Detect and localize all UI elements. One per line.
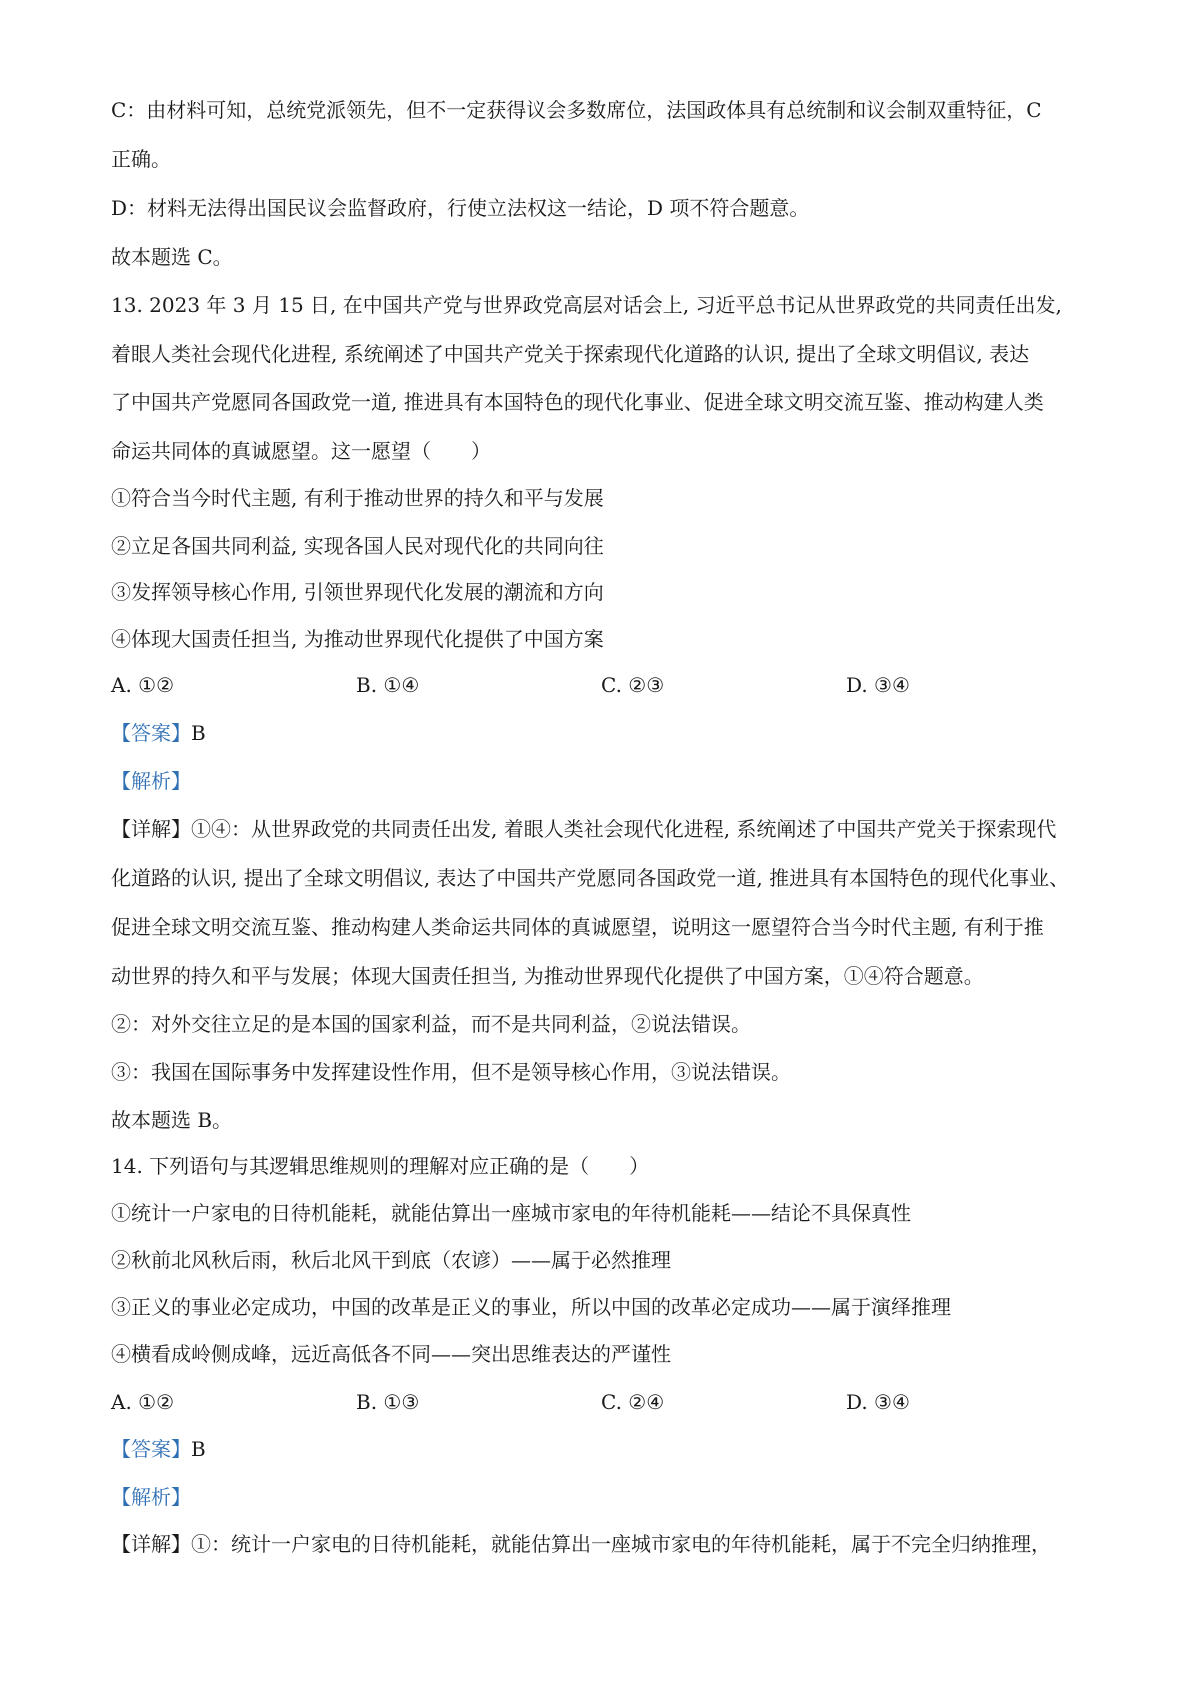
q13-stem-line4: 命运共同体的真诚愿望。这一愿望（ ） — [111, 439, 491, 463]
q14-item-3: ③正义的事业必定成功，中国的改革是正义的事业，所以中国的改革必定成功——属于演绎推理 — [111, 1295, 951, 1319]
q14-detail-text1: ①：统计一户家电的日待机能耗，就能估算出一座城市家电的年待机能耗，属于不完全归纳推理， — [191, 1532, 1051, 1556]
q13-detail-line2: 化道路的认识, 提出了全球文明倡议, 表达了中国共产党愿同各国政党一道, 推进具有本国特色的现代化事业、 — [111, 866, 1070, 890]
q14-option-b: B. ①③ — [356, 1390, 420, 1414]
q13-detail-line1 — [111, 815, 1101, 843]
q14-option-a: A. ①② — [111, 1390, 175, 1414]
q13-stem-line2: 着眼人类社会现代化进程, 系统阐述了中国共产党关于探索现代化道路的认识, 提出了全球文明倡议, 表达 — [111, 342, 1030, 366]
q13-stem-line3: 了中国共产党愿同各国政党一道, 推进具有本国特色的现代化事业、促进全球文明交流互鉴、推动构建人类 — [111, 390, 1044, 414]
q14-detail-tag: 【详解】 — [111, 1532, 191, 1556]
q13-answer — [111, 719, 1101, 747]
q14-answer-tag: 【答案】 — [111, 1437, 191, 1461]
q13-detail-item2: ②：对外交往立足的是本国的国家利益，而不是共同利益，②说法错误。 — [111, 1012, 751, 1036]
q13-answer-value: B — [191, 721, 206, 745]
q13-detail-item3: ③：我国在国际事务中发挥建设性作用，但不是领导核心作用，③说法错误。 — [111, 1060, 791, 1084]
q13-option-b: B. ①④ — [356, 673, 420, 697]
q13-detail-text1: ①④：从世界政党的共同责任出发, 着眼人类社会现代化进程, 系统阐述了中国共产党关于探索现代 — [191, 817, 1057, 841]
q13-item-4: ④体现大国责任担当, 为推动世界现代化提供了中国方案 — [111, 627, 604, 651]
q14-answer-value: B — [191, 1437, 206, 1461]
q12-option-c-analysis-line1: C：由材料可知，总统党派领先，但不一定获得议会多数席位，法国政体具有总统制和议会制双重特征，C — [111, 98, 1042, 122]
q12-conclusion: 故本题选 C。 — [111, 245, 233, 269]
q14-stem: 14. 下列语句与其逻辑思维规则的理解对应正确的是（ ） — [111, 1154, 650, 1178]
q13-detail-line3: 促进全球文明交流互鉴、推动构建人类命运共同体的真诚愿望，说明这一愿望符合当今时代主题, 有利于推 — [111, 915, 1044, 939]
q13-detail-line4: 动世界的持久和平与发展；体现大国责任担当, 为推动世界现代化提供了中国方案，①④符合题意。 — [111, 964, 984, 988]
q14-analysis-heading — [111, 1483, 1101, 1511]
q13-detail-tag: 【详解】 — [111, 817, 191, 841]
q14-detail-line1 — [111, 1530, 1101, 1558]
q13-option-c: C. ②③ — [601, 673, 665, 697]
q13-analysis-tag: 【解析】 — [111, 769, 191, 793]
q13-stem-line1: 13. 2023 年 3 月 15 日, 在中国共产党与世界政党高层对话会上, 习近平总书记从世界政党的共同责任出发, — [111, 293, 1062, 317]
q13-analysis-heading — [111, 767, 1101, 795]
q14-item-4: ④横看成岭侧成峰，远近高低各不同——突出思维表达的严谨性 — [111, 1342, 671, 1366]
q12-option-c-analysis-line2: 正确。 — [111, 147, 171, 171]
q13-answer-tag: 【答案】 — [111, 721, 191, 745]
q14-analysis-tag: 【解析】 — [111, 1485, 191, 1509]
q14-item-2: ②秋前北风秋后雨，秋后北风干到底（农谚）——属于必然推理 — [111, 1248, 671, 1272]
q14-option-d: D. ③④ — [846, 1390, 910, 1414]
q12-option-d-analysis: D：材料无法得出国民议会监督政府，行使立法权这一结论，D 项不符合题意。 — [111, 196, 810, 220]
q14-item-1: ①统计一户家电的日待机能耗，就能估算出一座城市家电的年待机能耗——结论不具保真性 — [111, 1201, 911, 1225]
q14-option-c: C. ②④ — [601, 1390, 665, 1414]
q13-item-1: ①符合当今时代主题, 有利于推动世界的持久和平与发展 — [111, 486, 604, 510]
q13-item-2: ②立足各国共同利益, 实现各国人民对现代化的共同向往 — [111, 534, 604, 558]
q14-answer — [111, 1435, 1101, 1463]
q13-conclusion: 故本题选 B。 — [111, 1108, 233, 1132]
q13-item-3: ③发挥领导核心作用, 引领世界现代化发展的潮流和方向 — [111, 580, 604, 604]
q13-option-d: D. ③④ — [846, 673, 910, 697]
q13-option-a: A. ①② — [111, 673, 175, 697]
